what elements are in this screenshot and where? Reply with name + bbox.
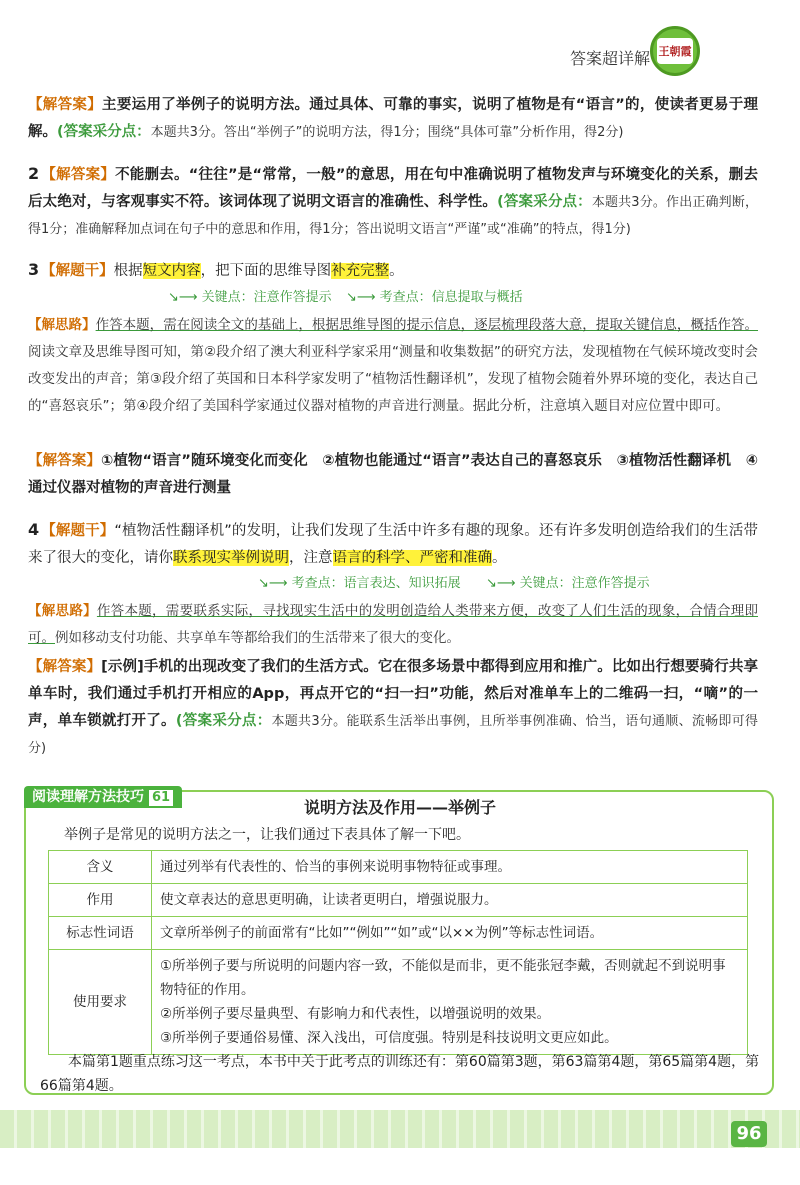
answer-tag: 【解答案】 <box>41 167 116 183</box>
q1-answer <box>28 92 758 146</box>
q4-stem <box>28 516 758 572</box>
page-number: 96 <box>731 1121 767 1147</box>
answer-text: ①植物“语言”随环境变化而变化 ②植物也能通过“语言”表达自己的喜怒哀乐 ③植物活性翻译机 ④通过仪器对植物的声音进行测量 <box>28 453 758 496</box>
question-number: 2 <box>28 164 40 183</box>
table-row <box>49 884 748 917</box>
logo-text: 王朝霞 <box>657 38 693 64</box>
annotation-text: 关键点：注意作答提示 <box>201 290 332 305</box>
stem-tag: 【解题干】 <box>41 263 114 279</box>
method-title: 说明方法及作用——举例子 <box>303 798 496 817</box>
requirement-item: ②所举例子要尽量典型、有影响力和代表性，以增强说明的效果。 <box>160 1006 551 1022</box>
answer-tag: 【解答案】 <box>28 97 103 113</box>
stem-text: 。 <box>492 550 507 566</box>
q3-stem <box>28 256 758 285</box>
arrow-icon: ↘⟶ <box>486 576 520 591</box>
q4-answer <box>28 654 758 762</box>
thinking-text: 例如移动支付功能、共享单车等都给我们的生活带来了很大的变化。 <box>55 630 460 646</box>
score-text: 本题共3分。答出“举例子”的说明方法，得1分；围绕“具体可靠”分析作用，得2分) <box>150 125 624 140</box>
q4-annotation-2 <box>486 572 650 591</box>
question-number: 3 <box>28 260 40 279</box>
table-value: 文章所举例子的前面常有“比如”“例如”“如”或“以××为例”等标志性词语。 <box>152 917 748 950</box>
stem-tag: 【解题干】 <box>41 523 115 539</box>
annotation-text: 关键点：注意作答提示 <box>519 576 650 591</box>
q3-annotation-1 <box>168 286 332 305</box>
thinking-underlined: 作答本题，需在阅读全文的基础上，根据思维导图的提示信息，逐层梳理段落大意，提取关键信息，概括作答。 <box>95 317 759 333</box>
header-title: 答案超详解 <box>569 49 650 68</box>
score-tag: (答案采分点： <box>175 713 272 729</box>
method-tab-label: 阅读理解方法技巧 <box>32 789 144 805</box>
stem-highlight: 补充完整 <box>331 263 390 279</box>
q3-thinking <box>28 312 758 420</box>
stem-text: 。 <box>389 263 404 279</box>
answer-tag: 【解答案】 <box>28 453 101 469</box>
q2-answer <box>28 160 758 243</box>
table-value: 通过列举有代表性的、恰当的事例来说明事物特征或事理。 <box>152 851 748 884</box>
score-text: 本题共3分。能联系生活举出事例，且所举事例准确、恰当，语句通顺、流畅即可得分) <box>28 714 758 756</box>
table-key: 作用 <box>49 884 152 917</box>
answer-text: 不能删去。“往往”是“常常，一般”的意思，用在句中准确说明了植物发声与环境变化的关系，删去后太绝对，与客观事实不符。该词体现了说明文语言的准确性、科学性。 <box>28 167 759 210</box>
method-intro: 举例子是常见的说明方法之一，让我们通过下表具体了解一下吧。 <box>64 827 470 843</box>
score-text: 本题共3分。作出正确判断，得1分；准确解释加点词在句子中的意思和作用，得1分；答出说明文语言“严谨”或“准确”的特点，得1分) <box>28 195 759 237</box>
annotation-text: 考查点：语言表达、知识拓展 <box>291 576 461 591</box>
answer-text: 主要运用了举例子的说明方法。通过具体、可靠的事实，说明了植物是有“语言”的，使读者更易于理解。 <box>28 97 759 140</box>
question-number: 4 <box>28 520 40 539</box>
table-row <box>49 950 748 1055</box>
q3-annotation-2 <box>346 286 523 305</box>
table-key: 使用要求 <box>49 950 152 1055</box>
score-tag: (答案采分点： <box>497 194 592 210</box>
stem-highlight: 短文内容 <box>142 263 201 279</box>
thinking-text: 阅读文章及思维导图可知，第②段介绍了澳大利亚科学家采用“测量和收集数据”的研究方法，发现植物在气候环境改变时会改变发出的声音；第③段介绍了英国和日本科学家发明了“植物活性翻译机”，发现了植物会随着外界环境的变化，表达自己的“喜怒哀乐”；第④段介绍了美国科学家通过仪器对植物的声音进行测量。据此分析，注意填入题目对应位置中即可。 <box>28 344 758 414</box>
brand-logo <box>650 26 700 76</box>
table-key: 含义 <box>49 851 152 884</box>
footer-band <box>0 1110 800 1148</box>
answer-text: [示例]手机的出现改变了我们的生活方式。它在很多场景中都得到应用和推广。比如出行想要骑行共享单车时，我们通过手机打开相应的App，再点开它的“扫一扫”功能，然后对准单车上的二维码一扫，“嘀”的一声，单车锁就打开了。 <box>28 659 758 729</box>
stem-text: ，注意 <box>289 550 333 566</box>
table-value <box>152 950 748 1055</box>
arrow-icon: ↘⟶ <box>346 290 380 305</box>
table-row <box>49 917 748 950</box>
arrow-icon: ↘⟶ <box>168 290 202 305</box>
stem-text: 根据 <box>113 263 143 279</box>
stem-text: “植物活性翻译机”的发明，让我们发现了生活中许多有趣的现象。还有许多发明创造给我们的生活带来了很大的变化，请你 <box>28 523 758 566</box>
stem-text: ，把下面的思维导图 <box>200 263 332 279</box>
method-tab-number: 61 <box>148 789 174 807</box>
q3-answer <box>28 448 758 502</box>
score-tag: (答案采分点： <box>57 124 151 140</box>
thinking-tag: 【解思路】 <box>28 317 96 333</box>
q4-annotation-1 <box>258 572 461 591</box>
requirement-item: ①所举例子要与所说明的问题内容一致，不能似是而非，更不能张冠李戴，否则就起不到说明事物特征的作用。 <box>160 958 726 998</box>
annotation-text: 考查点：信息提取与概括 <box>379 290 523 305</box>
thinking-underlined: 作答本题，需要联系实际，寻找现实生活中的发明创造给人类带来方便，改变了人们生活的现象，合情合理即可。 <box>28 603 759 646</box>
thinking-tag: 【解思路】 <box>28 603 97 619</box>
stem-highlight: 联系现实举例说明 <box>173 550 289 566</box>
method-footer: 本篇第1题重点练习这一考点，本书中关于此考点的训练还有：第60篇第3题，第63篇第4题，第65篇第4题，第66篇第4题。 <box>40 1054 760 1094</box>
table-row <box>49 851 748 884</box>
answer-tag: 【解答案】 <box>28 659 102 675</box>
stem-highlight: 语言的科学、严密和准确 <box>332 550 492 566</box>
method-table <box>48 850 748 1055</box>
arrow-icon: ↘⟶ <box>258 576 292 591</box>
table-key: 标志性词语 <box>49 917 152 950</box>
requirement-item: ③所举例子要通俗易懂、深入浅出，可信度强。特别是科技说明文更应如此。 <box>160 1030 618 1046</box>
q4-thinking <box>28 598 758 652</box>
table-value: 使文章表达的意思更明确，让读者更明白，增强说服力。 <box>152 884 748 917</box>
